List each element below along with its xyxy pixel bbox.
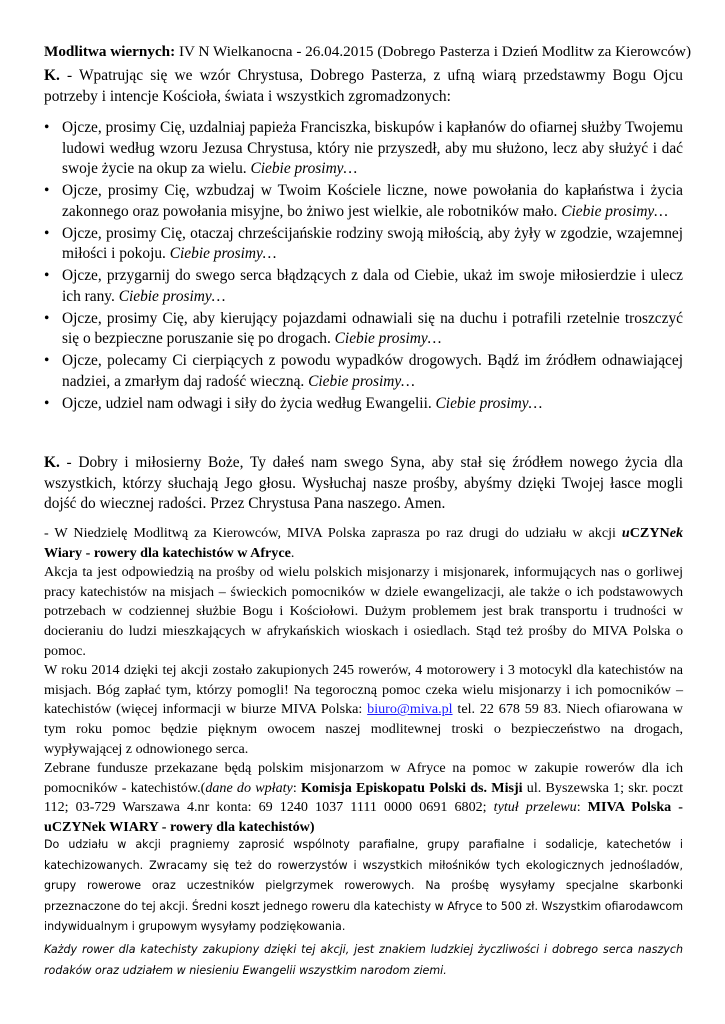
bullet-icon: • bbox=[44, 224, 50, 242]
transfer-title: MIVA Polska - uCZYNek WIARY - rowery dla katechistów) bbox=[44, 799, 683, 835]
transfer-title-label: tytuł przelewu bbox=[493, 799, 577, 816]
miva-announcement bbox=[44, 524, 683, 838]
conclusion-text: - Dobry i miłosierny Boże, Ty dałeś nam swego Syna, aby stał się źródłem nowego życia dla wszystkich, którzy słuchają Jego głosu. Wysłuchaj nasze prośby, abyśmy dzięki Twojej łasce mogli dojść do wiecznej radości. Przez Chrystusa Pana naszego. Amen. bbox=[44, 454, 683, 512]
petition-response: Ciebie prosimy… bbox=[169, 245, 277, 262]
donation-info-text: Zebrane fundusze przekazane będą polskim misjonarzom w Afryce na pomoc w zakupie rowerów dla ich pomocników - katechistów.( bbox=[44, 760, 683, 796]
campaign-name-czyn: CZYN bbox=[629, 525, 670, 541]
campaign-results bbox=[44, 661, 683, 759]
bullet-icon: • bbox=[44, 119, 50, 136]
petition-text: Ojcze, prosimy Cię, wzbudzaj w Twoim Kościele liczne, nowe powołania do kapłaństwa i życia zakonnego oraz powołania misyjne, bo żniwo jest wielkie, ale robotników mało. bbox=[62, 182, 683, 220]
title-label: Modlitwa wiernych: bbox=[44, 43, 176, 60]
petition-item bbox=[0, 309, 683, 350]
email-link[interactable]: biuro@miva.pl bbox=[367, 701, 453, 718]
introduction-text: - Wpatrując się we wzór Chrystusa, Dobrego Pasterza, z ufną wiarą przedstawmy Bogu Ojcu potrzeby i intencje Kościoła, świata i wszystkich zgromadzonych: bbox=[44, 67, 683, 105]
petition-text: Ojcze, przygarnij do swego serca błądzących z dala od Ciebie, ukaż im swoje miłosierdzie i ulecz ich rany. bbox=[62, 267, 683, 305]
recipient-address: ul. Byszewska 1; skr. poczt 112; 03-729 Warszawa 4.nr konta: 69 1240 1037 1111 0000 0691 6802; bbox=[44, 779, 683, 816]
announcement-intro-end: . bbox=[290, 544, 295, 561]
campaign-results-text: W roku 2014 dzięki tej akcji zostało zakupionych 245 rowerów, 4 motorowery i 3 motocykl dla katechistów na misjach. Bóg zapłać tym, którzy pomogli! Na tegoroczną pomoc czeka wielu misjonarzy i ich pomocników – katechistów (więcej informacji w biurze MIVA Polska: bbox=[44, 662, 683, 718]
celebrant-marker: K. bbox=[44, 67, 60, 84]
document-title bbox=[44, 42, 692, 62]
donation-data-label: dane do wpłaty bbox=[205, 779, 293, 796]
bullet-icon: • bbox=[44, 182, 50, 199]
announcement-intro bbox=[44, 524, 683, 563]
petition-item bbox=[0, 351, 683, 392]
petition-response: Ciebie prosimy… bbox=[435, 394, 543, 412]
petition-item bbox=[0, 118, 683, 180]
petition-list bbox=[0, 118, 725, 416]
bullet-icon: • bbox=[44, 267, 50, 284]
campaign-name-u: u bbox=[621, 525, 630, 541]
petition-response: Ciebie prosimy… bbox=[561, 202, 668, 220]
closing-statement: Każdy rower dla katechisty zakupiony dzięki tej akcji, jest znakiem ludzkiej życzliwości i dobrego serca naszych rodaków oraz udziałem w niesieniu Ewangelii wszystkim narodom ziemi. bbox=[44, 943, 683, 977]
celebrant-marker: K. bbox=[44, 454, 60, 471]
petition-text: Ojcze, prosimy Cię, uzdalniaj papieża Franciszka, biskupów i kapłanów do ofiarnej służby Twojemu ludowi według wzoru Jezusa Chrystusa, który nie przyszedł, aby mu służono, lecz aby służyć i dać swoje życie na okup za wielu. bbox=[62, 119, 683, 177]
title-subtitle: IV N Wielkanocna - 26.04.2015 (Dobrego Pasterza i Dzień Modlitw za Kierowców) bbox=[175, 43, 692, 60]
petition-text: Ojcze, prosimy Cię, otaczaj chrześcijańskie rodziny swoją miłością, aby żyły w zgodzie, wzajemnej miłości i pokoju. bbox=[62, 224, 683, 262]
petition-response: Ciebie prosimy… bbox=[250, 160, 358, 177]
petition-response: Ciebie prosimy… bbox=[308, 372, 415, 390]
bullet-icon: • bbox=[44, 309, 50, 327]
campaign-results-end: tel. 22 678 59 83. Niech ofiarowana w tym roku pomoc będzie pięknym owocem naszej modlitewnej troski o bezpieczeństwo na drogach, wypływającej z odnowionego serca. bbox=[44, 701, 683, 757]
announcement-intro-text: - W Niedzielę Modlitwą za Kierowców, MIVA Polska zaprasza po raz drugi do udziału w akcji bbox=[44, 525, 622, 541]
petition-response: Ciebie prosimy… bbox=[118, 287, 226, 305]
petition-text: Ojcze, prosimy Cię, aby kierujący pojazdami odnawiali się na duchu i potrafili rzetelnie troszczyć się o bezpieczne poruszanie się po drogach. bbox=[62, 309, 683, 347]
donation-info bbox=[44, 759, 683, 837]
transfer-colon: : bbox=[576, 799, 588, 816]
bullet-icon: • bbox=[44, 352, 50, 369]
recipient-organization: Komisja Episkopatu Polski ds. Misji bbox=[300, 779, 523, 796]
petition-item bbox=[0, 224, 683, 265]
celebrant-introduction bbox=[44, 66, 683, 107]
campaign-name-rest: Wiary - rowery dla katechistów w Afryce bbox=[44, 544, 291, 561]
petition-item bbox=[0, 266, 683, 307]
petition-item bbox=[0, 181, 683, 222]
campaign-name-ek: ek bbox=[669, 525, 683, 541]
invitation-paragraph: Do udziału w akcji pragniemy zaprosić wspólnoty parafialne, grupy parafialne i sodalicje, katechetów i katechizowanych. Zwracamy się też do rowerzystów i wszystkich miłośników tych ekologicznych jednośladów, grupy rowerowe oraz uczestników pielgrzymek rowerowych. Na prośbę wysyłamy specjalne skarbonki przeznaczone do tej akcji. Średni koszt jednego roweru dla katechisty w Afryce to 500 zł. Wszystkim ofiarodawcom indywidualnym i grupowym wysyłamy podziękowania. bbox=[44, 838, 683, 933]
campaign-description: Akcja ta jest odpowiedzią na prośby od wielu polskich misjonarzy i misjonarek, informujących nas o gorliwej pracy katechistów na misjach – świeckich pomocników w dziele ewangelizacji, ale także o ich podstawowych potrzebach w codziennej służbie Bogu i Kościołowi. Dużym problemem jest brak transportu i trudności w docieraniu do ludzi mieszkających w afrykańskich wioskach i osiedlach. Stąd też prośby do MIVA Polska o pomoc. bbox=[44, 564, 683, 659]
petition-response: Ciebie prosimy… bbox=[334, 330, 442, 347]
petition-text: Ojcze, udziel nam odwagi i siły do życia według Ewangelii. bbox=[62, 394, 436, 412]
donation-colon: : bbox=[292, 779, 301, 796]
bullet-icon: • bbox=[44, 394, 50, 412]
petition-item bbox=[0, 394, 683, 415]
petition-text: Ojcze, polecamy Ci cierpiących z powodu wypadków drogowych. Bądź im źródłem odnawiającej nadziei, a zmarłym daj radość wieczną. bbox=[62, 352, 683, 390]
celebrant-conclusion bbox=[44, 453, 683, 515]
